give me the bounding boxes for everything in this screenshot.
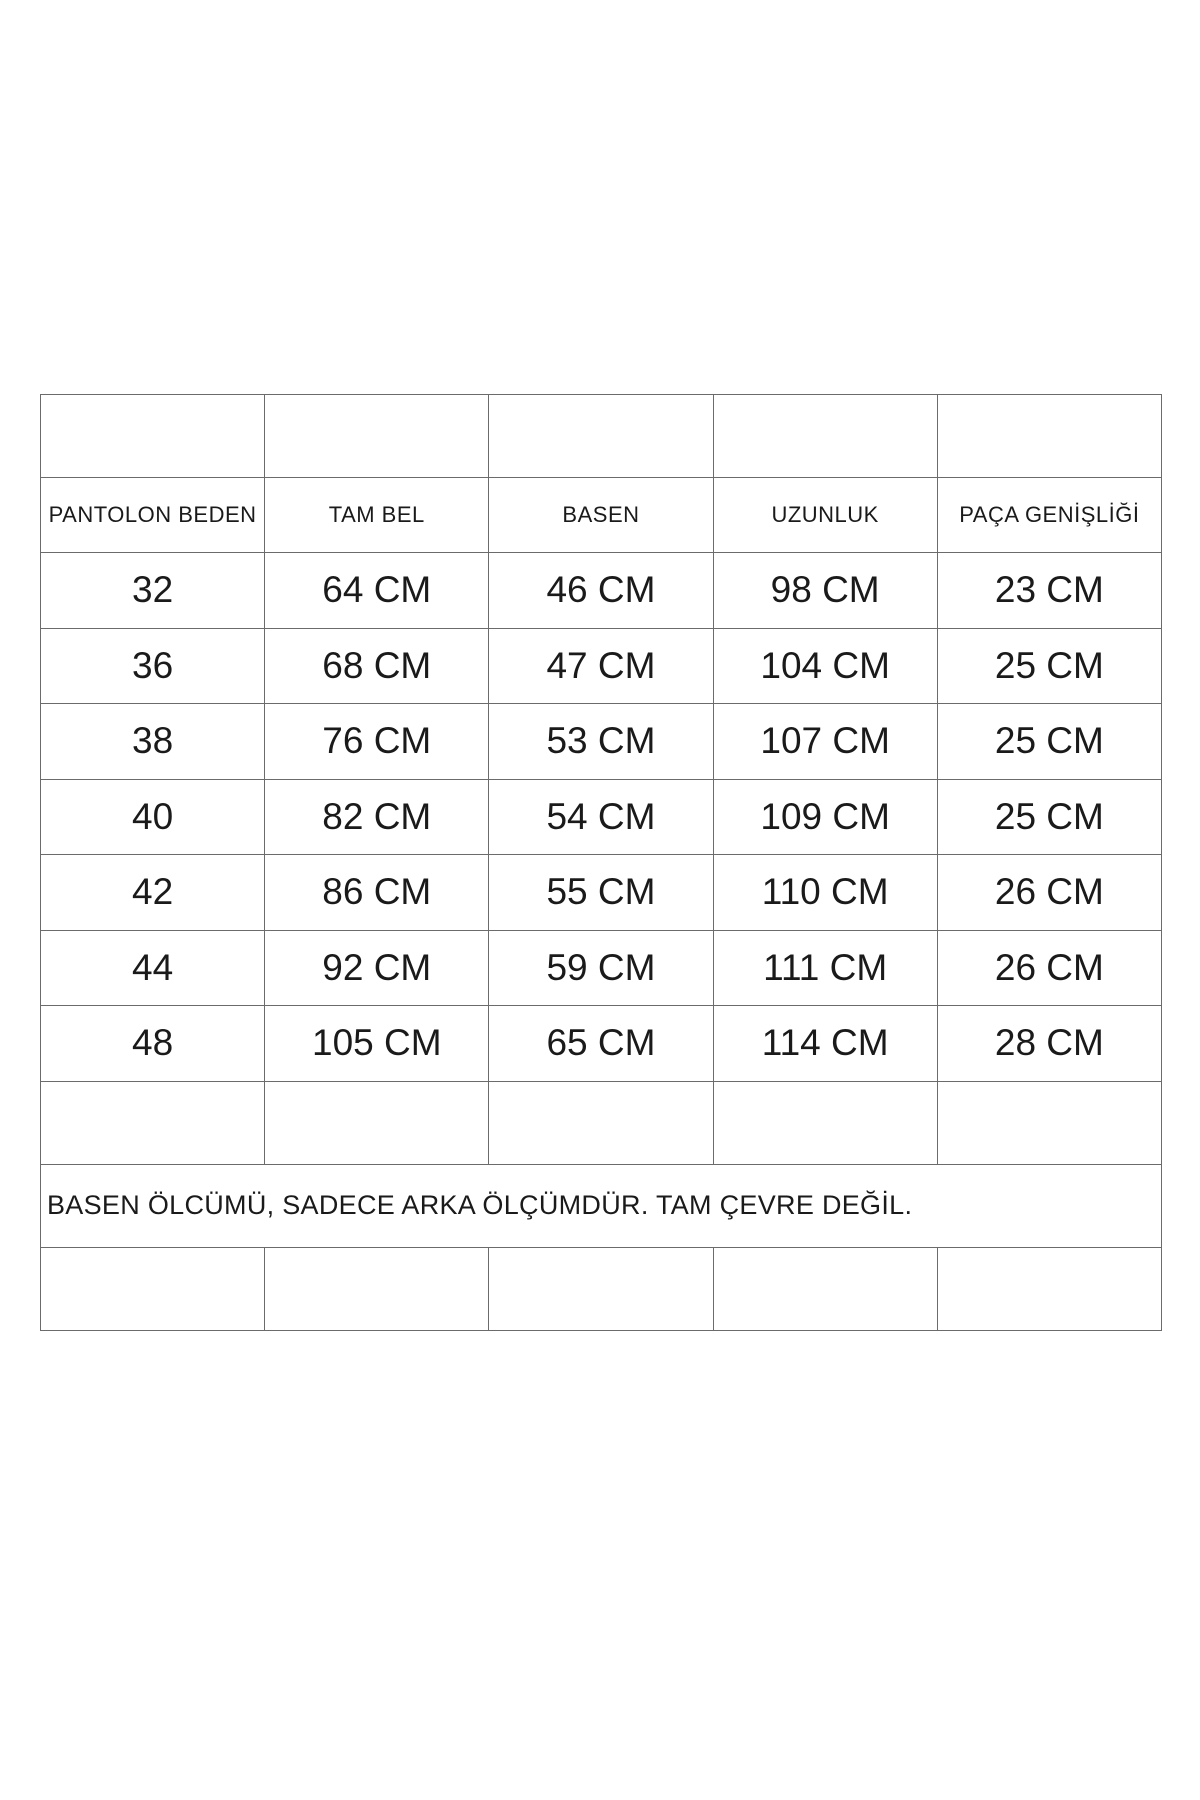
empty-cell — [489, 1081, 713, 1164]
length-cell: 110 CM — [713, 855, 937, 931]
header-length: UZUNLUK — [713, 478, 937, 553]
empty-cell — [41, 395, 265, 478]
empty-cell — [937, 1081, 1161, 1164]
header-size: PANTOLON BEDEN — [41, 478, 265, 553]
table-row — [41, 855, 1162, 931]
leg-opening-cell: 25 CM — [937, 779, 1161, 855]
waist-cell: 86 CM — [265, 855, 489, 931]
waist-cell: 64 CM — [265, 553, 489, 629]
length-cell: 114 CM — [713, 1006, 937, 1082]
size-cell: 38 — [41, 704, 265, 780]
table-row — [41, 628, 1162, 704]
empty-cell — [41, 1081, 265, 1164]
size-cell: 36 — [41, 628, 265, 704]
hip-cell: 65 CM — [489, 1006, 713, 1082]
blank-row-bottom — [41, 1247, 1162, 1330]
empty-cell — [265, 1247, 489, 1330]
length-cell: 104 CM — [713, 628, 937, 704]
empty-cell — [265, 395, 489, 478]
leg-opening-cell: 26 CM — [937, 855, 1161, 931]
hip-cell: 54 CM — [489, 779, 713, 855]
hip-cell: 47 CM — [489, 628, 713, 704]
waist-cell: 82 CM — [265, 779, 489, 855]
empty-cell — [713, 395, 937, 478]
length-cell: 98 CM — [713, 553, 937, 629]
size-cell: 44 — [41, 930, 265, 1006]
waist-cell: 92 CM — [265, 930, 489, 1006]
empty-cell — [713, 1081, 937, 1164]
length-cell: 111 CM — [713, 930, 937, 1006]
measurement-note: BASEN ÖLCÜMÜ, SADECE ARKA ÖLÇÜMDÜR. TAM ÇEVRE DEĞİL. — [41, 1164, 1162, 1247]
size-chart-table — [40, 394, 1162, 1331]
empty-cell — [713, 1247, 937, 1330]
size-cell: 48 — [41, 1006, 265, 1082]
length-cell: 107 CM — [713, 704, 937, 780]
note-row — [41, 1164, 1162, 1247]
table-row — [41, 1006, 1162, 1082]
waist-cell: 76 CM — [265, 704, 489, 780]
header-row — [41, 478, 1162, 553]
empty-cell — [41, 1247, 265, 1330]
waist-cell: 105 CM — [265, 1006, 489, 1082]
table-row — [41, 704, 1162, 780]
hip-cell: 53 CM — [489, 704, 713, 780]
leg-opening-cell: 23 CM — [937, 553, 1161, 629]
waist-cell: 68 CM — [265, 628, 489, 704]
size-cell: 40 — [41, 779, 265, 855]
blank-row-middle — [41, 1081, 1162, 1164]
hip-cell: 46 CM — [489, 553, 713, 629]
header-waist: TAM BEL — [265, 478, 489, 553]
size-cell: 42 — [41, 855, 265, 931]
hip-cell: 59 CM — [489, 930, 713, 1006]
table-row — [41, 779, 1162, 855]
length-cell: 109 CM — [713, 779, 937, 855]
leg-opening-cell: 28 CM — [937, 1006, 1161, 1082]
blank-row-top — [41, 395, 1162, 478]
empty-cell — [937, 395, 1161, 478]
empty-cell — [489, 1247, 713, 1330]
header-leg-opening: PAÇA GENİŞLİĞİ — [937, 478, 1161, 553]
size-cell: 32 — [41, 553, 265, 629]
leg-opening-cell: 25 CM — [937, 704, 1161, 780]
empty-cell — [489, 395, 713, 478]
leg-opening-cell: 26 CM — [937, 930, 1161, 1006]
leg-opening-cell: 25 CM — [937, 628, 1161, 704]
hip-cell: 55 CM — [489, 855, 713, 931]
empty-cell — [937, 1247, 1161, 1330]
empty-cell — [265, 1081, 489, 1164]
table-row — [41, 553, 1162, 629]
header-hip: BASEN — [489, 478, 713, 553]
table-row — [41, 930, 1162, 1006]
